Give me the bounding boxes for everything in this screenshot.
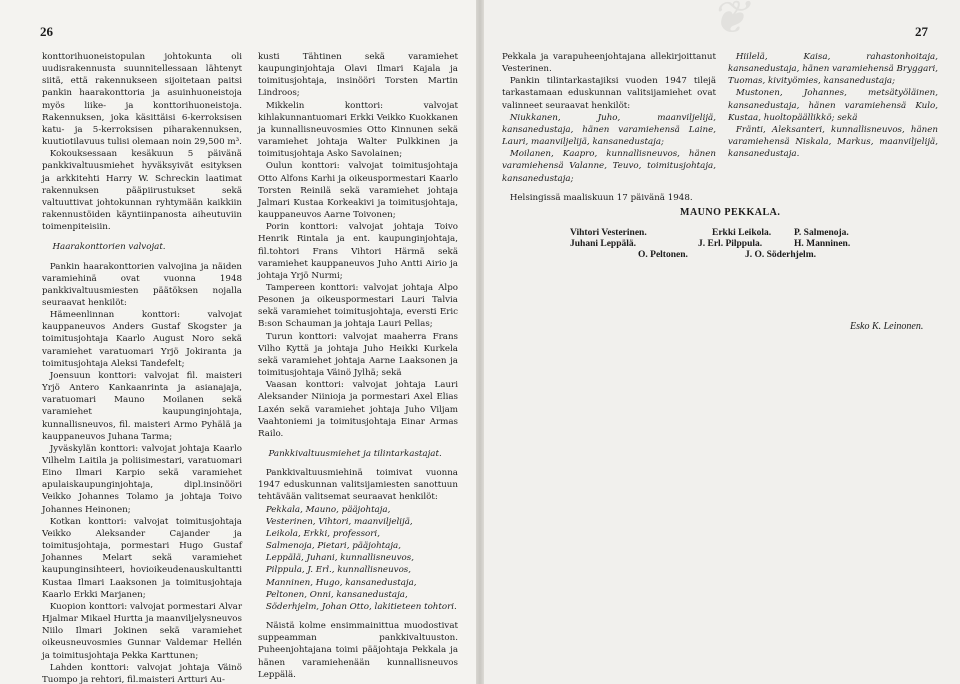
right-column-2 (728, 51, 938, 160)
signature-title: MAUNO PEKKALA. (680, 207, 781, 218)
auditor-entry: Fränti, Aleksanteri, kunnallisneuvos, hänen varamiehensä Niskala, Markus, maanviljelijä, kansanedustaja. (728, 124, 938, 160)
trustee-item: Leikola, Erkki, professori, (265, 528, 380, 539)
branch-entry: Lahden konttori: valvojat johtaja Väinö Tuompo ja rehtori, fil.maisteri Artturi Au- (42, 662, 242, 684)
initials: Esko K. Leinonen. (850, 321, 924, 332)
auditor-entry: Hiilelä, Kaisa, rahastonhoitaja, kansanedustaja, hänen varamiehensä Bryggari, Tuomas, kivityömies, kansanedustaja; (728, 52, 938, 87)
right-column-1 (502, 51, 716, 204)
signature-name: J. O. Söderhjelm. (745, 250, 816, 260)
trustee-item: Manninen, Hugo, kansanedustaja, (265, 577, 417, 588)
branch-entry: Tampereen konttori: valvojat johtaja Alpo Pesonen ja oikeuspormestari Lauri Talvia sekä varamiehet toimitusjohtaja, eversti Eric B:son Schauman ja johtaja Lauri Pellas; (258, 282, 458, 330)
auditor-entry: Mustonen, Johannes, metsätyöläinen, kansanedustaja, hänen varamiehensä Kulo, Kustaa, huoltopäällikkö; sekä (728, 88, 938, 123)
signature-name: O. Peltonen. (638, 250, 688, 260)
signature-name: H. Manninen. (794, 239, 851, 249)
paragraph: Pekkala ja varapuheenjohtajana allekirjoittanut Vesterinen. (502, 52, 716, 75)
branch-entry: Joensuun konttori: valvojat fil. maisteri Yrjö Antero Kankaanrinta ja asianajaja, varatuomari Mauno Moilanen sekä varamiehet kaupunginjohtaja, kunnallisneuvos, fil. maisteri Armo Pyhälä ja kauppaneuvos Juhana Tarma; (42, 370, 242, 442)
paragraph: Pankkivaltuusmiehinä toimivat vuonna 1947 eduskunnan valitsijamiesten sanottuun tehtävään valitsemat seuraavat henkilöt: (258, 468, 458, 503)
branch-entry: Porin konttori: valvojat johtaja Toivo Henrik Rintala ja ent. kaupunginjohtaja, fil.tohtori Frans Vihtori Härmä sekä varamiehet kauppaneuvos Juho Antti Airio ja johtaja Yrjö Nurmi; (258, 222, 458, 281)
paragraph: Pankin tilintarkastajiksi vuoden 1947 tilejä tarkastamaan eduskunnan valitsijamiehet ovat valinneet seuraavat henkilöt: (502, 76, 716, 111)
right-page (480, 0, 960, 684)
auditor-entry: Moilanen, Kaapro, kunnallisneuvos, hänen varamiehensä Valanne, Teuvo, toimitusjohtaja, kansanedustaja; (502, 149, 716, 184)
date-line: Helsingissä maaliskuun 17 päivänä 1948. (509, 192, 693, 203)
branch-entry: Turun konttori: valvojat maaherra Frans Vilho Kyttä ja johtaja Juho Heikki Kurkela sekä varamiehet johtaja Aarne Laaksonen ja toimitusjohtaja Väinö Jylhä; sekä (258, 331, 458, 379)
trustee-item: Peltonen, Onni, kansanedustaja, (265, 589, 408, 600)
paragraph: Kokouksessaan kesäkuun 5 päivänä pankkivaltuusmiehet hyväksyivät esityksen ja arkkitehti Harry W. Schreckin laatimat rakennuksen pääpiirustukset sekä valtuuttivat johtokunnan ryhtymään kaikkiin rakennustöiden käyntiinpanosta aiheutuviin toimenpiteisiin. (42, 149, 242, 233)
book-gutter (476, 0, 484, 684)
signature-name: Juhani Leppälä. (570, 239, 636, 249)
section-heading-trustees: Pankkivaltuusmiehet ja tilintarkastajat. (268, 449, 442, 459)
page-number-left: 26 (40, 24, 53, 39)
page-number-right: 27 (915, 24, 928, 39)
branch-entry: Jyväskylän konttori: valvojat johtaja Kaarlo Vilhelm Laitila ja poliisimestari, varatuomari Eino Ilmari Karpio sekä varamiehet apulaiskaupunginjohtaja, dipl.insinööri Veikko Johannes Tolamo ja johtaja Toivo Johannes Heinonen; (42, 443, 242, 515)
trustee-item: Salmenoja, Pietari, pääjohtaja, (265, 541, 401, 552)
branch-entry: Oulun konttori: valvojat toimitusjohtaja Otto Alfons Karhi ja oikeuspormestari Kaarlo Torsten Reinilä sekä varamiehet johtaja Jalmari Kustaa Korkeakivi ja toimitusjohtaja, kauppaneuvos Aarne Toivonen; (258, 161, 458, 221)
section-heading-branch-supervisors: Haarakonttorien valvojat. (52, 242, 166, 253)
trustee-item: Pekkala, Mauno, pääjohtaja, (265, 504, 391, 515)
branch-entry: Vaasan konttori: valvojat johtaja Lauri Aleksander Niinioja ja pormestari Axel Elias Laxén sekä varamiehet johtaja Juho Viljam Vaahtoniemi ja toimitusjohtaja Einar Armas Railo. (258, 380, 458, 439)
branch-entry: Hämeenlinnan konttori: valvojat kauppaneuvos Anders Gustaf Skogster ja toimitusjohtaja Kaarlo August Noro sekä varamiehet varatuomari Yrjö Jokiranta ja toimitusjohtaja Aleksi Tandefelt; (42, 310, 242, 369)
trustee-item: Leppälä, Juhani, kunnallisneuvos, (265, 553, 414, 564)
signature-name: J. Erl. Pilppula. (698, 239, 763, 249)
paragraph: kusti Tähtinen sekä varamiehet kaupunginjohtaja Olavi Ilmari Kajala ja toimitusjohtaja, insinööri Torsten Martin Lindroos; (258, 52, 458, 99)
branch-entry: Kotkan konttori: valvojat toimitusjohtaja Veikko Aleksander Cajander ja toimitusjohtaja, pormestari Hugo Gustaf Johannes Melart sekä varamiehet kaupunginsihteeri, hovioikeudenauskultantti Kustaa Ilmari Laaksonen ja toimitusjohtaja Kaarlo Erkki Marjanen; (42, 516, 242, 600)
auditor-entry: Niukkanen, Juho, maanviljelijä, kansanedustaja, hänen varamiehensä Laine, Lauri, maanviljelijä, kansanedustaja; (502, 112, 716, 148)
paragraph: Pankin haarakonttorien valvojina ja näiden varamiehinä ovat vuonna 1948 pankkivaltuusmiesten päätöksen nojalla seuraavat henkilöt: (42, 261, 242, 308)
trustee-item: Pilppula, J. Erl., kunnallisneuvos, (265, 565, 412, 576)
watermark-decoration: ❦ (710, 0, 749, 44)
trustee-item: Söderhjelm, Johan Otto, lakitieteen tohtori. (265, 601, 457, 612)
signature-name: Vihtori Vesterinen. (570, 228, 647, 238)
branch-entry: Mikkelin konttori: valvojat kihlakunnantuomari Erkki Veikko Kuokkanen ja kunnallisneuvosmies Otto Kinnunen sekä varamiehet johtaja Walter Pulkkinen ja toimitusjohtaja Asko Savolainen; (258, 100, 458, 160)
signature-name: Erkki Leikola. (712, 228, 772, 238)
paragraph: konttorihuoneistopulan johtokunta oli uudisrakennusta suunnitellessaan lähtenyt siitä, että rakennukseen sijoitetaan paitsi pankin haarakonttoria ja asuinhuoneistoja myös liike- ja konttorihuoneistoja. Rakennuksen, joka käsittäisi 6-kerroksisen katu- ja 5-kerroksisen piharakennuksen, kuutiotilavuus tulisi olemaan noin 29,500 m³. (42, 52, 242, 148)
branch-entry: Kuopion konttori: valvojat pormestari Alvar Hjalmar Mikael Hurtta ja maanviljelysneuvos Niilo Ilmari Jokinen sekä varamiehet oikeusneuvosmies Gunnar Valdemar Hellén ja toimitusjohtaja Pekka Karttunen; (42, 601, 242, 661)
signature-name: P. Salmenoja. (794, 228, 849, 238)
trustee-item: Vesterinen, Vihtori, maanviljelijä, (265, 516, 413, 527)
left-column-1 (42, 51, 242, 684)
left-column-2 (258, 51, 458, 681)
paragraph: Näistä kolme ensimmainittua muodostivat suppeamman pankkivaltuuston. Puheenjohtajana toimi pääjohtaja Pekkala ja hänen varamiehenään kunnallisneuvos Leppälä. (258, 621, 458, 680)
